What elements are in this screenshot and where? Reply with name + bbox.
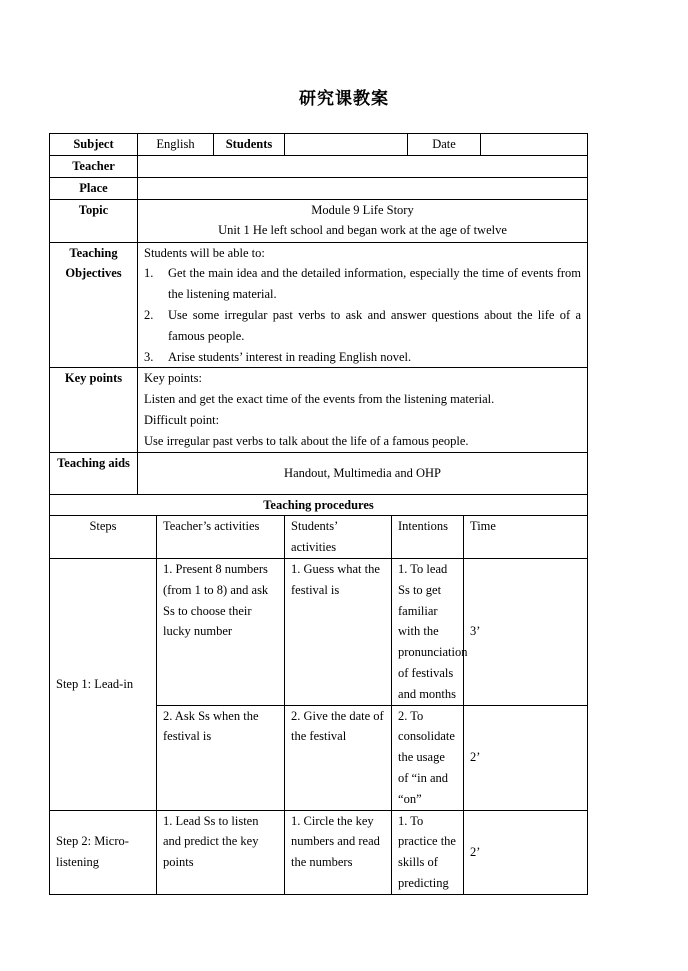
keypoints-label: Key points [50,368,138,452]
aids-value: Handout, Multimedia and OHP [138,452,588,494]
objective-item: 2. Use some irregular past verbs to ask and answer questions about the life of a famous people. [144,307,582,343]
info-row-subject [50,134,588,156]
step1-row2-teacher: 2. Ask Ss when the festival is [157,705,285,810]
teacher-label: Teacher [50,156,138,178]
topic-value [138,199,588,242]
step1-row2-intention: 2. To consolidate the usage of “in and “on” [392,705,464,810]
info-row-aids [50,452,588,494]
difficult-text: Use irregular past verbs to talk about the life of a famous people. [144,433,469,448]
step1-row1-students: 1. Guess what the festival is [285,558,392,705]
col-header-teacher: Teacher’s activities [157,516,285,559]
topic-module: Module 9 Life Story [311,202,414,217]
keypoints-heading: Key points: [144,371,202,386]
info-row-objectives [50,242,588,368]
topic-unit: Unit 1 He left school and began work at the age of twelve [218,223,507,238]
objective-item: 3. Arise students’ interest in reading English novel. [144,349,412,364]
table-row [50,558,588,705]
objective-item: 1. Get the main idea and the detailed information, especially the time of events from the listening material. [144,266,582,302]
lesson-plan-table [49,133,588,895]
difficult-heading: Difficult point: [144,412,220,427]
info-row-place [50,177,588,199]
students-value [285,134,408,156]
info-row-teacher [50,156,588,178]
col-header-time: Time [464,516,588,559]
subject-label: Subject [50,134,138,156]
step2-row1-intention: 1. To practice the skills of predicting [392,810,464,894]
place-value [138,177,588,199]
students-label: Students [214,134,285,156]
objectives-list [144,263,581,367]
table-row [50,810,588,894]
teacher-value [138,156,588,178]
aids-label: Teaching aids [50,452,138,494]
step1-row1-time: 3’ [464,558,588,705]
keypoints-text: Listen and get the exact time of the events from the listening material. [144,392,495,407]
step1-row2-time: 2’ [464,705,588,810]
objectives-label: Teaching Objectives [50,242,138,368]
step1-name: Step 1: Lead-in [50,558,157,810]
step1-row1-intention: 1. To lead Ss to get familiar with the pronunciation of festivals and months [392,558,464,705]
step2-row1-students: 1. Circle the key numbers and read the numbers [285,810,392,894]
keypoints-content [138,368,588,452]
info-row-topic [50,199,588,242]
procedures-heading-row [50,494,588,516]
objectives-intro: Students will be able to: [144,245,265,260]
col-header-students: Students’ activities [285,516,392,559]
subject-value: English [138,134,214,156]
info-row-keypoints [50,368,588,452]
procedures-heading: Teaching procedures [50,494,588,516]
step2-row1-teacher: 1. Lead Ss to listen and predict the key points [157,810,285,894]
procedures-header-row [50,516,588,559]
step1-row2-students: 2. Give the date of the festival [285,705,392,810]
place-label: Place [50,177,138,199]
step1-row1-teacher: 1. Present 8 numbers (from 1 to 8) and ask Ss to choose their lucky number [157,558,285,705]
step2-name: Step 2: Micro-listening [50,810,157,894]
col-header-steps: Steps [50,516,157,559]
date-value [481,134,588,156]
step2-row1-time: 2’ [464,810,588,894]
topic-label: Topic [50,199,138,242]
objectives-content [138,242,588,368]
col-header-intentions: Intentions [392,516,464,559]
date-label: Date [408,134,481,156]
page-title: 研究课教案 [299,89,389,109]
